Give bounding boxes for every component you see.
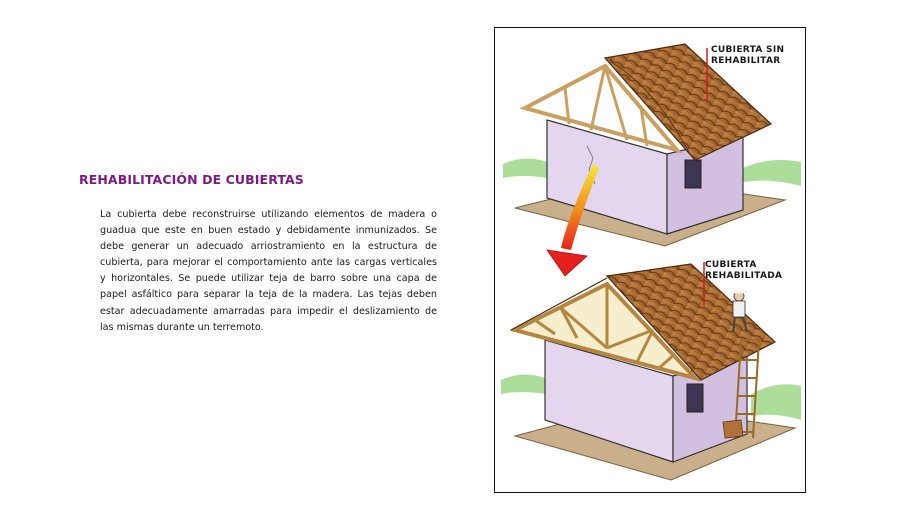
grass-top-right xyxy=(743,160,801,186)
window-bottom xyxy=(687,384,703,412)
tile-stack xyxy=(723,420,743,438)
grass-bottom-left xyxy=(501,374,545,394)
callout-label-rehabilitated: CUBIERTA REHABILITADA xyxy=(705,260,783,281)
house-rehabilitated xyxy=(501,262,801,480)
grass-top-left xyxy=(503,158,547,178)
section-body-paragraph: La cubierta debe reconstruirse utilizando elementos de madera o guadua que este en buen estado y debidamente inmunizados. Se debe generar un adecuado arriostramiento en la estructura de cubierta, para mejorar el comportamiento ante las cargas verticales y horizontales. Se puede utilizar teja de barro sobre una capa de papel asfáltico para separar la teja de la madera. Las tejas deben estar adecuadamente amarradas para impedir el deslizamiento de las mismas durante un terremoto. xyxy=(100,209,437,333)
roof-rehabilitation-illustration xyxy=(494,27,806,493)
house-unrehabilitated xyxy=(503,44,801,246)
callout-label-unrehabilitated: CUBIERTA SIN REHABILITAR xyxy=(711,45,785,66)
grass-bottom-right xyxy=(751,384,801,420)
section-heading: REHABILITACIÓN DE CUBIERTAS xyxy=(79,172,304,187)
window-top xyxy=(685,160,701,188)
arrow-head xyxy=(547,250,587,276)
